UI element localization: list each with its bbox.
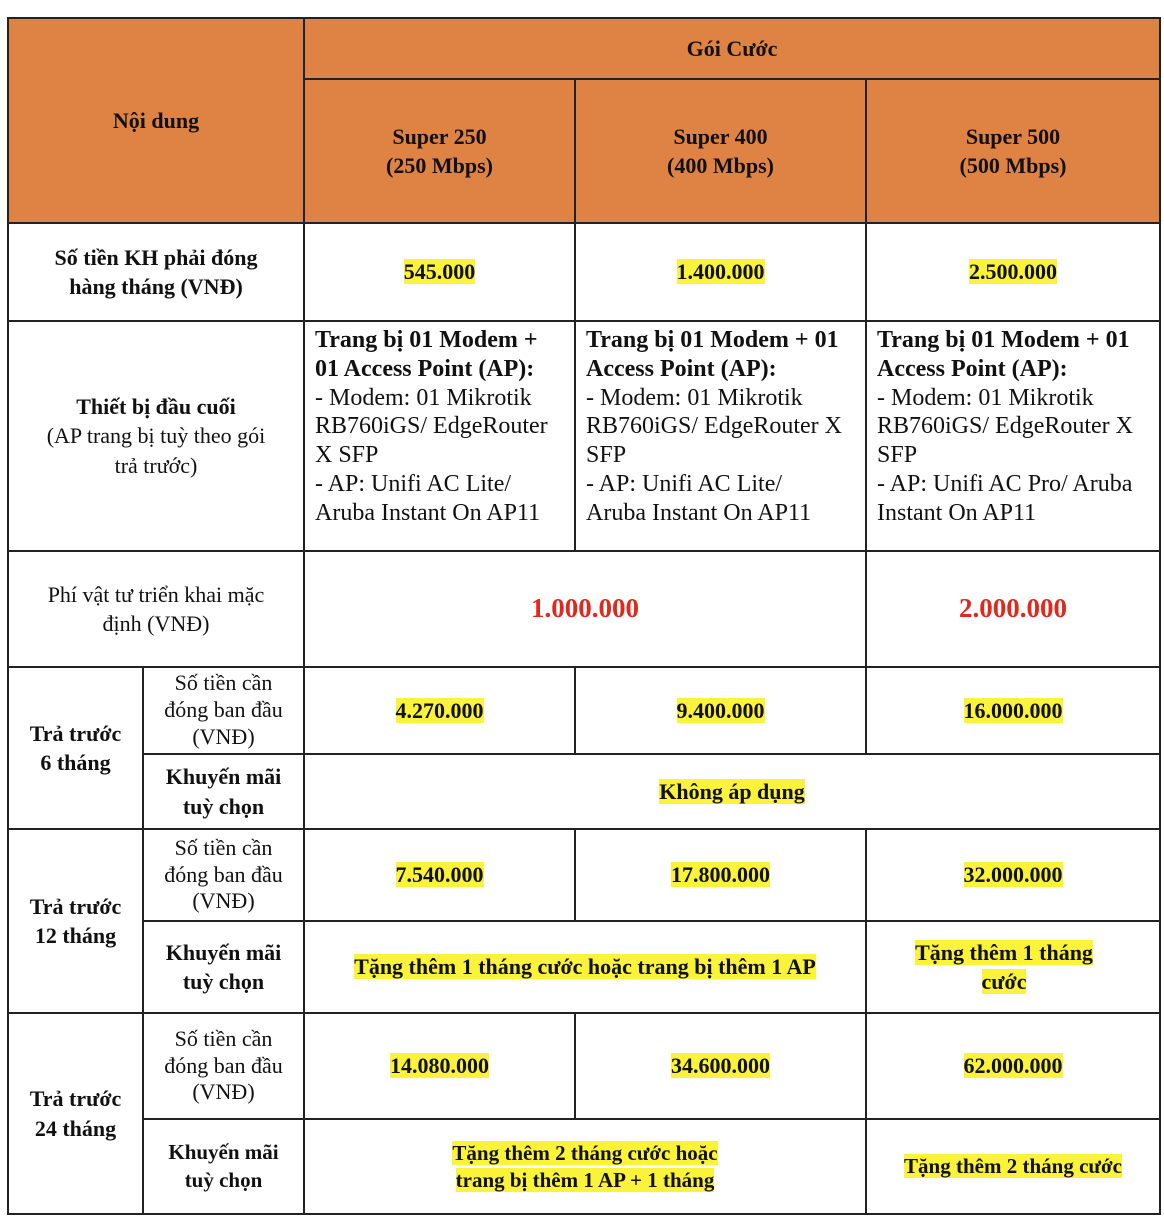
prepay-12-amount-super-250 <box>304 829 575 921</box>
equipment-super-250 <box>304 321 575 551</box>
equipment-super-400 <box>575 321 866 551</box>
equipment-detail: Instant On AP11 <box>877 499 1037 526</box>
equipment-super-500 <box>866 321 1160 551</box>
equipment-title: Access Point (AP): <box>877 355 1068 382</box>
equipment-label <box>8 321 304 551</box>
amount-label-line3: (VNĐ) <box>192 888 255 914</box>
setup-fee-super-250-400 <box>304 551 866 667</box>
plan-speed: (250 Mbps) <box>386 153 493 178</box>
prepay-label-line2: 6 tháng <box>40 750 111 775</box>
promo-value: Không áp dụng <box>659 778 805 804</box>
prepay-12-promo-label <box>143 921 304 1013</box>
prepay-amount-value: 62.000.000 <box>963 1053 1063 1079</box>
equipment-title: Trang bị 01 Modem + <box>315 327 538 353</box>
prepay-12-amount-super-500 <box>866 829 1160 921</box>
prepay-24-amount-label <box>143 1013 304 1119</box>
prepay-6-promo-all <box>304 754 1160 829</box>
plan-speed: (400 Mbps) <box>667 153 774 178</box>
equipment-title: Trang bị 01 Modem + 01 <box>586 327 839 353</box>
amount-label-line1: Số tiền cần <box>174 834 273 860</box>
prepay-12-promo-super-250-400 <box>304 921 866 1013</box>
promo-label-line1: Khuyến mãi <box>165 764 282 790</box>
monthly-fee-super-400 <box>575 223 866 321</box>
setup-fee-value: 2.000.000 <box>959 593 1067 624</box>
promo-label-line2: tuỳ chọn <box>184 1167 263 1192</box>
equipment-detail: SFP <box>877 442 918 469</box>
equipment-detail: - Modem: 01 Mikrotik <box>586 384 803 411</box>
promo-value: Tặng thêm 2 tháng cước <box>904 1153 1122 1178</box>
promo-value-line1: Tặng thêm 2 tháng cước hoặc <box>452 1141 718 1166</box>
equipment-label-note-line2: trả trước) <box>114 452 198 478</box>
monthly-fee-value: 1.400.000 <box>676 259 765 285</box>
equipment-title: Trang bị 01 Modem + 01 <box>877 327 1130 353</box>
plan-header-super-400 <box>575 79 866 223</box>
prepay-amount-value: 17.800.000 <box>671 862 770 888</box>
prepay-amount-value: 4.270.000 <box>395 697 484 723</box>
prepay-label-line1: Trả trước <box>29 1086 122 1112</box>
monthly-fee-super-250 <box>304 223 575 321</box>
amount-label-line2: đóng ban đầu <box>164 697 283 723</box>
prepay-6-amount-super-400 <box>575 667 866 754</box>
monthly-fee-value: 545.000 <box>403 259 476 285</box>
equipment-detail: - AP: Unifi AC Lite/ <box>315 470 512 497</box>
plan-header-super-500 <box>866 79 1160 223</box>
prepay-24-promo-super-250-400 <box>304 1119 866 1214</box>
prepay-12-amount-super-400 <box>575 829 866 921</box>
equipment-title: Access Point (AP): <box>586 355 777 382</box>
prepay-6-label <box>8 667 143 829</box>
prepay-24-amount-super-250 <box>304 1013 575 1119</box>
amount-label-line2: đóng ban đầu <box>164 1052 283 1078</box>
prepay-12-promo-super-500 <box>866 921 1160 1013</box>
setup-fee-label <box>8 551 304 667</box>
prepay-24-promo-label <box>143 1119 304 1214</box>
header-group-label <box>304 18 1160 79</box>
promo-value-line2: trang bị thêm 1 AP + 1 tháng <box>455 1167 715 1192</box>
setup-fee-value: 1.000.000 <box>531 593 639 624</box>
prepay-24-amount-super-400 <box>575 1013 866 1119</box>
prepay-6-amount-super-250 <box>304 667 575 754</box>
equipment-detail: - Modem: 01 Mikrotik <box>877 384 1094 411</box>
prepay-label-line1: Trả trước <box>29 893 122 919</box>
monthly-fee-value: 2.500.000 <box>969 259 1057 285</box>
prepay-amount-value: 16.000.000 <box>963 697 1063 723</box>
equipment-detail: Aruba Instant On AP11 <box>586 499 812 526</box>
setup-fee-super-500 <box>866 551 1160 667</box>
promo-label-line1: Khuyến mãi <box>165 939 282 965</box>
monthly-fee-label <box>8 223 304 321</box>
prepay-amount-value: 34.600.000 <box>671 1053 770 1079</box>
prepay-label-line1: Trả trước <box>29 720 122 746</box>
amount-label-line3: (VNĐ) <box>192 1079 255 1105</box>
equipment-detail: Aruba Instant On AP11 <box>315 499 541 526</box>
header-group-text: Gói Cước <box>686 35 778 61</box>
prepay-label-line2: 12 tháng <box>34 923 117 948</box>
amount-label-line2: đóng ban đầu <box>164 861 283 887</box>
prepay-24-label <box>8 1013 143 1214</box>
equipment-detail: SFP <box>586 442 627 469</box>
equipment-detail: RB760iGS/ EdgeRouter X <box>877 413 1133 440</box>
plan-name: Super 250 <box>392 123 487 149</box>
prepay-24-promo-super-500 <box>866 1119 1160 1214</box>
prepay-amount-value: 7.540.000 <box>395 862 484 888</box>
prepay-24-amount-super-500 <box>866 1013 1160 1119</box>
prepay-amount-value: 14.080.000 <box>390 1053 489 1079</box>
amount-label-line1: Số tiền cần <box>174 1025 273 1051</box>
setup-fee-label-line1: Phí vật tư triển khai mặc <box>47 581 265 607</box>
monthly-fee-label-line2: hàng tháng (VNĐ) <box>69 274 243 299</box>
amount-label-line1: Số tiền cần <box>174 670 273 696</box>
equipment-detail: - AP: Unifi AC Lite/ <box>586 470 783 497</box>
pricing-table <box>7 17 1161 1215</box>
monthly-fee-super-500 <box>866 223 1160 321</box>
equipment-detail: RB760iGS/ EdgeRouter <box>315 413 548 440</box>
equipment-detail: RB760iGS/ EdgeRouter X <box>586 413 842 440</box>
equipment-title: 01 Access Point (AP): <box>315 355 535 382</box>
prepay-amount-value: 9.400.000 <box>676 697 765 723</box>
plan-header-super-250 <box>304 79 575 223</box>
setup-fee-label-line2: định (VNĐ) <box>102 611 210 636</box>
promo-label-line2: tuỳ chọn <box>182 793 265 819</box>
prepay-12-amount-label <box>143 829 304 921</box>
promo-value-line2: cước <box>981 969 1027 994</box>
monthly-fee-label-line1: Số tiền KH phải đóng <box>54 244 258 270</box>
promo-value-line1: Tặng thêm 1 tháng <box>915 939 1093 965</box>
promo-label-line1: Khuyến mãi <box>168 1139 279 1164</box>
prepay-12-label <box>8 829 143 1013</box>
equipment-detail: - AP: Unifi AC Pro/ Aruba <box>877 470 1133 497</box>
promo-label-line2: tuỳ chọn <box>182 969 265 994</box>
equipment-detail: X SFP <box>315 442 379 469</box>
header-content-text: Nội dung <box>112 107 200 133</box>
equipment-label-note-line1: (AP trang bị tuỳ theo gói <box>46 423 266 449</box>
amount-label-line3: (VNĐ) <box>192 723 255 749</box>
plan-speed: (500 Mbps) <box>959 153 1067 178</box>
promo-value: Tặng thêm 1 tháng cước hoặc trang bị thêm 1 AP <box>354 954 816 980</box>
header-content-label <box>8 18 304 223</box>
equipment-label-title: Thiết bị đầu cuối <box>76 394 236 420</box>
prepay-amount-value: 32.000.000 <box>963 862 1063 888</box>
plan-name: Super 400 <box>673 123 768 149</box>
prepay-6-amount-label <box>143 667 304 754</box>
prepay-6-promo-label <box>143 754 304 829</box>
prepay-label-line2: 24 tháng <box>34 1115 117 1141</box>
equipment-detail: - Modem: 01 Mikrotik <box>315 384 532 411</box>
plan-name: Super 500 <box>965 123 1061 149</box>
prepay-6-amount-super-500 <box>866 667 1160 754</box>
